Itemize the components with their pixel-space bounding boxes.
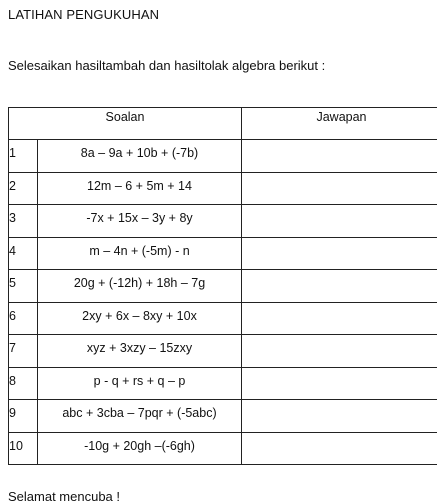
question-cell: 8a – 9a + 10b + (-7b) [38,140,242,173]
question-cell: p - q + rs + q – p [38,367,242,400]
header-jawapan: Jawapan [242,108,437,140]
answer-cell[interactable] [242,400,437,433]
header-soalan: Soalan [9,108,242,140]
table-row [9,400,437,433]
answer-cell[interactable] [242,140,437,173]
row-number: 9 [9,400,38,433]
row-number: 5 [9,270,38,303]
row-number: 3 [9,205,38,238]
row-number: 4 [9,237,38,270]
row-number: 8 [9,367,38,400]
table-row [9,237,437,270]
row-number: 2 [9,172,38,205]
row-number: 7 [9,335,38,368]
question-cell: -10g + 20gh –(-6gh) [38,432,242,465]
question-cell: 20g + (-12h) + 18h – 7g [38,270,242,303]
question-cell: 12m – 6 + 5m + 14 [38,172,242,205]
question-cell: m – 4n + (-5m) - n [38,237,242,270]
row-number: 10 [9,432,38,465]
exercise-table [8,107,437,465]
row-number: 1 [9,140,38,173]
table-row [9,270,437,303]
instruction-text: Selesaikan hasiltambah dan hasiltolak algebra berikut : [8,58,326,73]
question-cell: -7x + 15x – 3y + 8y [38,205,242,238]
worksheet-title: LATIHAN PENGUKUHAN [8,7,160,22]
answer-cell[interactable] [242,367,437,400]
answer-cell[interactable] [242,172,437,205]
answer-cell[interactable] [242,237,437,270]
table-row [9,205,437,238]
answer-cell[interactable] [242,302,437,335]
table-row [9,172,437,205]
table-row [9,302,437,335]
question-cell: abc + 3cba – 7pqr + (-5abc) [38,400,242,433]
answer-cell[interactable] [242,432,437,465]
row-number: 6 [9,302,38,335]
table-row [9,335,437,368]
table-row [9,432,437,465]
closing-text: Selamat mencuba ! [8,489,121,504]
table-header-row [9,108,437,140]
table-row [9,140,437,173]
answer-cell[interactable] [242,270,437,303]
answer-cell[interactable] [242,335,437,368]
answer-cell[interactable] [242,205,437,238]
question-cell: xyz + 3xzy – 15zxy [38,335,242,368]
question-cell: 2xy + 6x – 8xy + 10x [38,302,242,335]
table-row [9,367,437,400]
